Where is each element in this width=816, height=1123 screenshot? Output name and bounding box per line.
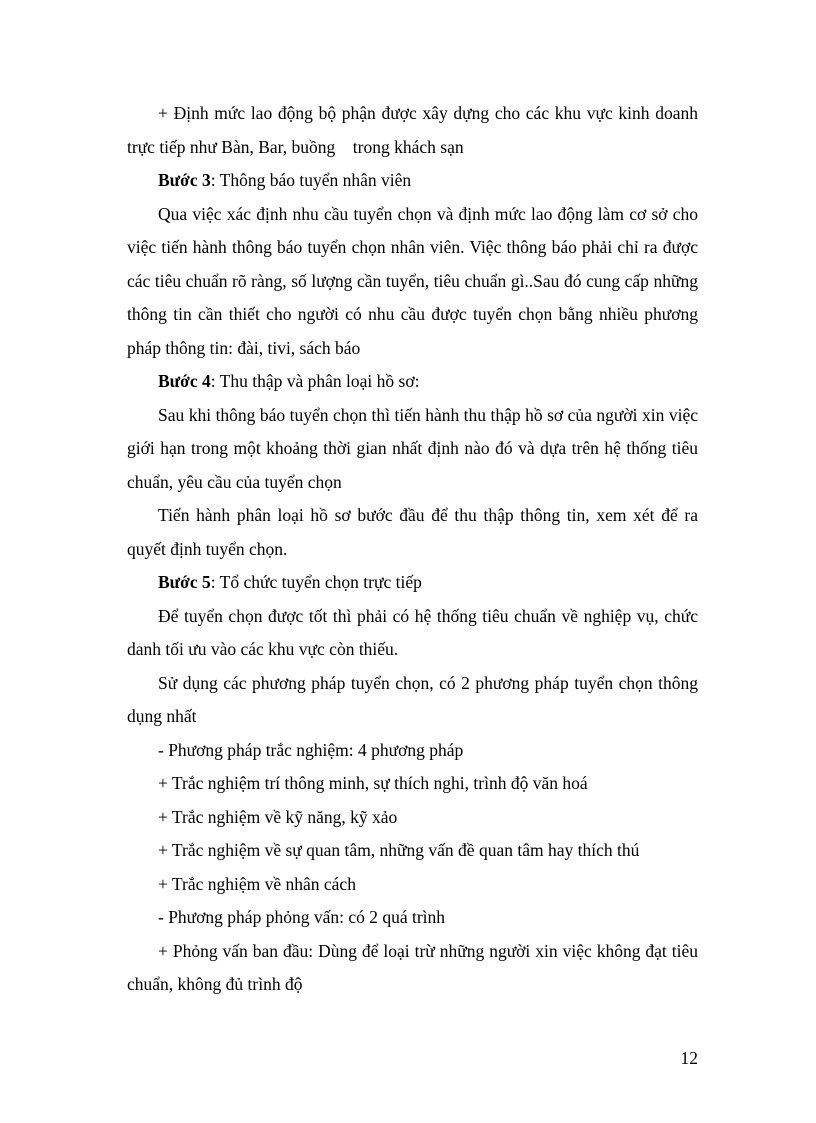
paragraph-collect-records: Sau khi thông báo tuyển chọn thì tiến hành thu thập hồ sơ của người xin việc giới hạn trong một khoảng thời gian nhất định nào đó và dựa trên hệ thống tiêu chuẩn, yêu cầu của tuyển chọn [127,404,698,492]
paragraph-criteria: Để tuyển chọn được tốt thì phải có hệ thống tiêu chuẩn về nghiệp vụ, chức danh tối ưu vào các khu vực còn thiếu. [127,605,698,659]
step-5-title: : Tổ chức tuyển chọn trực tiếp [210,572,422,592]
paragraph-methods: Sử dụng các phương pháp tuyển chọn, có 2 phương pháp tuyển chọn thông dụng nhất [127,672,698,726]
list-item-skill-test: + Trắc nghiệm về kỹ năng, kỹ xảo [158,806,398,827]
paragraph-classify-records: Tiến hành phân loại hồ sơ bước đầu để thu thập thông tin, xem xét để ra quyết định tuyển chọn. [127,505,698,559]
list-item-personality-test: + Trắc nghiệm về nhân cách [158,873,356,894]
heading-step-3 [127,164,698,198]
step-4-label: Bước 4 [158,371,211,391]
heading-step-5 [127,566,698,600]
paragraph-announcement: Qua việc xác định nhu cầu tuyển chọn và định mức lao động làm cơ sở cho việc tiến hành thông báo tuyển chọn nhân viên. Việc thông báo phải chỉ ra được các tiêu chuẩn rõ ràng, số lượng cần tuyển, tiêu chuẩn gì..Sau đó cung cấp những thông tin cần thiết cho người có nhu cầu được tuyển chọn bằng nhiều phương pháp thông tin: đài, tivi, sách báo [127,203,698,358]
page-number: 12 [680,1048,698,1068]
heading-step-4 [127,365,698,399]
list-item-intelligence-test: + Trắc nghiệm trí thông minh, sự thích nghi, trình độ văn hoá [158,773,588,793]
body-text [127,97,703,1002]
step-3-title: : Thông báo tuyển nhân viên [210,170,412,190]
list-item-test-method: - Phương pháp trắc nghiệm: 4 phương pháp [158,739,464,760]
paragraph-norm-department: + Định mức lao động bộ phận được xây dựng cho các khu vực kinh doanh trực tiếp như Bàn, Bar, buồng trong khách sạn [127,103,703,157]
step-4-title: : Thu thập và phân loại hồ sơ: [210,371,420,391]
list-item-interview-method: - Phương pháp phỏng vấn: có 2 quá trình [158,907,446,927]
step-3-label: Bước 3 [158,170,211,190]
step-5-label: Bước 5 [158,572,211,592]
list-item-initial-interview: + Phỏng vấn ban đầu: Dùng để loại trừ những người xin việc không đạt tiêu chuẩn, không đủ trình độ [127,940,698,994]
list-item-interest-test: + Trắc nghiệm về sự quan tâm, những vấn đề quan tâm hay thích thú [158,840,640,860]
